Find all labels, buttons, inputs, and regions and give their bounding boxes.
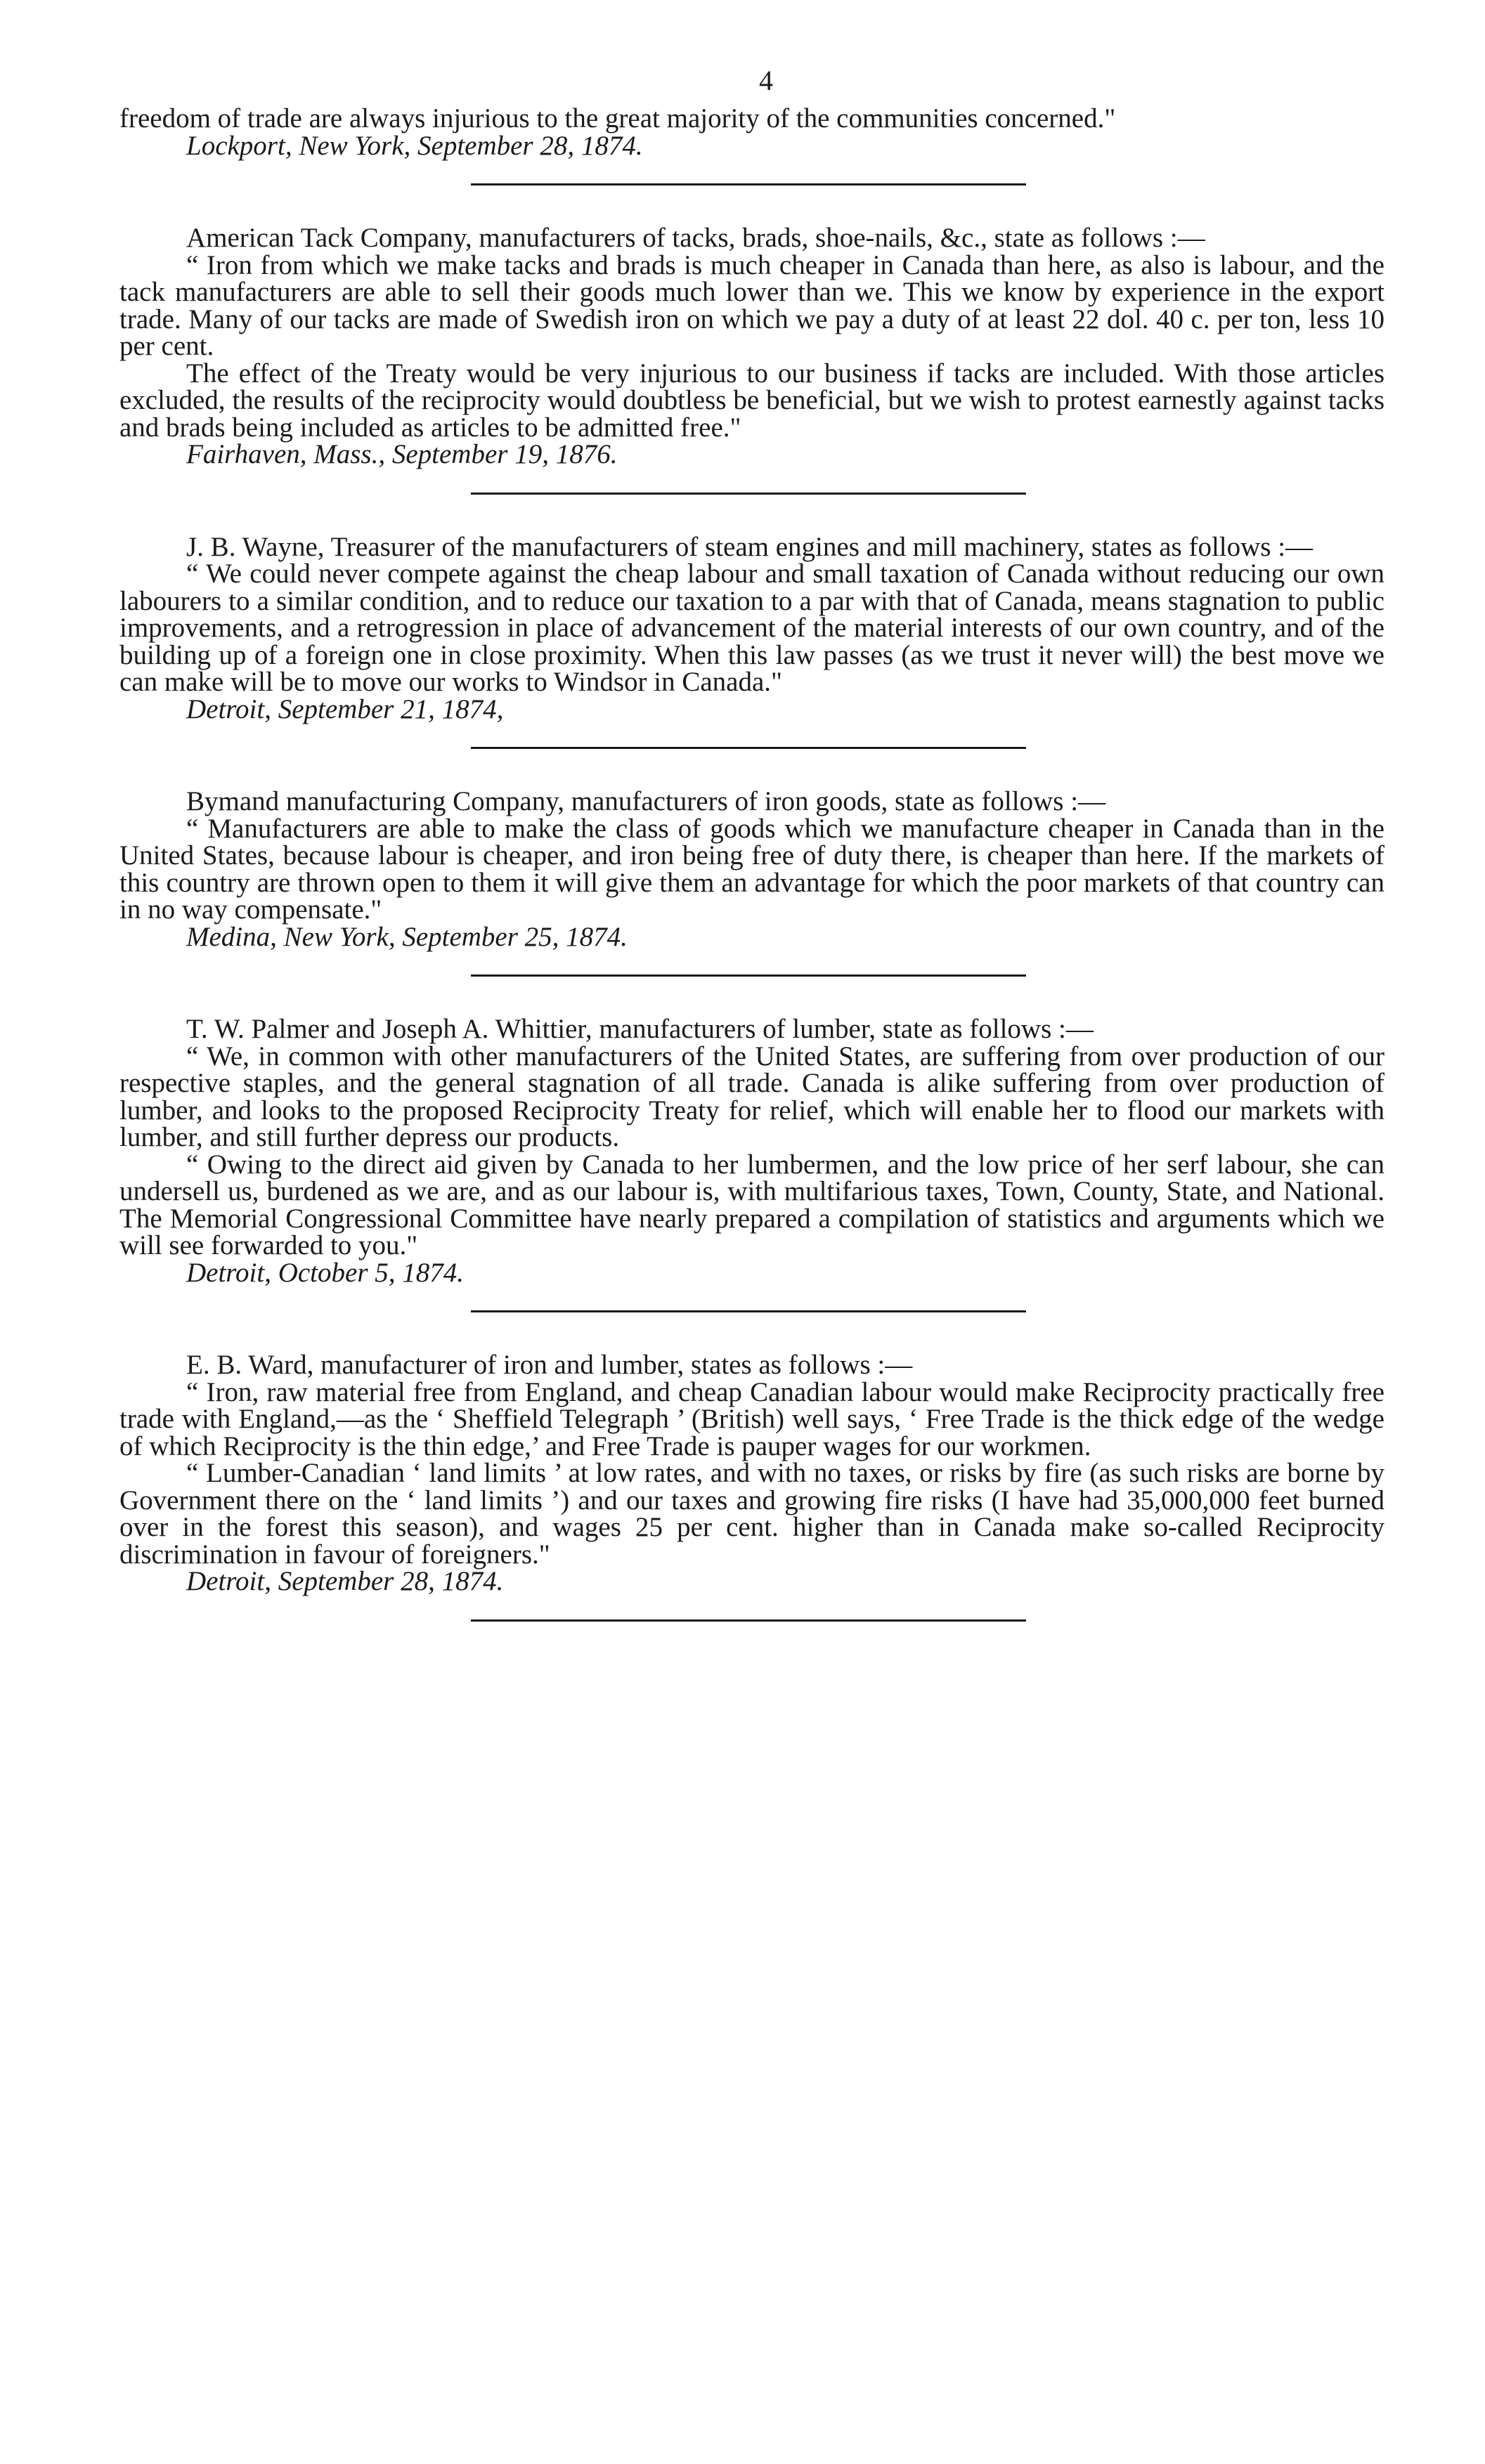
- section-paragraph: “ We, in common with other manufacturers of the United States, are suffering from over production of our respective staples, and the general stagnation of all trade. Canada is alike suffering from over production of lumber, and looks to the proposed Reciprocity Treaty for relief, which will enable her to flood our markets with lumber, and still further depress our products.: [119, 1041, 1385, 1152]
- section-paragraph: “ Owing to the direct aid given by Canada to her lumbermen, and the low price of her serf labour, she can undersell us, burdened as we are, and as our labour is, with multifarious taxes, Town, County, State, and National. The Memorial Congressional Committee have nearly prepared a compilation of statistics and arguments which we will see forwarded to you.": [119, 1149, 1385, 1260]
- section-divider: [471, 1310, 1026, 1312]
- section-signature: Detroit, September 21, 1874,: [186, 693, 504, 724]
- section-divider: [471, 1619, 1026, 1622]
- section-wayne: [119, 531, 1385, 724]
- section-palmer-whittier: [119, 1016, 1385, 1286]
- opening-section: [119, 105, 1385, 159]
- section-american-tack: [119, 225, 1385, 469]
- section-intro: American Tack Company, manufacturers of tacks, brads, shoe-nails, &c., state as follows :—: [186, 223, 1205, 253]
- section-paragraph: “ We could never compete against the cheap labour and small taxation of Canada without reducing our own labourers to a similar condition, and to reduce our taxation to a par with that of Canada, means stagnation to public improvements, and a retrogression in place of advancement of the material interests of our own country, and of the building up of a foreign one in close proximity. When this law passes (as we trust it never will) the best move we can make will be to move our works to Windsor in Canada.": [119, 559, 1385, 697]
- section-paragraph: “ Iron, raw material free from England, and cheap Canadian labour would make Reciprocity practically free trade with England,—as the ‘ Sheffield Telegraph ’ (British) well says, ‘ Free Trade is the thick edge of the wedge of which Reciprocity is the thin edge,’ and Free Trade is pauper wages for our workmen.: [119, 1376, 1385, 1461]
- section-signature: Detroit, September 28, 1874.: [186, 1566, 504, 1596]
- page-number: 4: [759, 65, 773, 96]
- section-divider: [471, 183, 1026, 185]
- section-signature: Medina, New York, September 25, 1874.: [186, 921, 628, 952]
- section-signature: Detroit, October 5, 1874.: [186, 1257, 465, 1288]
- section-paragraph: “ Manufacturers are able to make the class of goods which we manufacture cheaper in Canada than in the United States, because labour is cheaper, and iron being free of duty there, is cheaper than here. If the markets of this country are thrown open to them it will give them an advantage for which the poor markets of that country can in no way compensate.": [119, 813, 1385, 925]
- opening-signature: Lockport, New York, September 28, 1874.: [186, 130, 643, 161]
- section-divider: [471, 747, 1026, 749]
- section-paragraph: “ Lumber-Canadian ‘ land limits ’ at low rates, and with no taxes, or risks by fire (as such risks are borne by Government there on the ‘ land limits ’) and our taxes and growing fire risks (I have had 35,000,000 feet burned over in the forest this season), and wages 25 per cent. higher than in Canada make so-called Reciprocity discrimination in favour of foreigners.": [119, 1458, 1385, 1570]
- section-intro: J. B. Wayne, Treasurer of the manufacturers of steam engines and mill machinery, states as follows :—: [186, 531, 1314, 562]
- section-paragraph: The effect of the Treaty would be very injurious to our business if tacks are included. With those articles excluded, the results of the reciprocity would doubtless be beneficial, but we wish to protest earnestly against tacks and brads being included as articles to be admitted free.": [119, 358, 1385, 443]
- section-intro: E. B. Ward, manufacturer of iron and lumber, states as follows :—: [186, 1350, 913, 1380]
- section-divider: [471, 974, 1026, 977]
- opening-text: freedom of trade are always injurious to the great majority of the communities concerned.": [119, 103, 1116, 133]
- section-ward: [119, 1352, 1385, 1596]
- section-signature: Fairhaven, Mass., September 19, 1876.: [186, 439, 618, 469]
- section-paragraph: “ Iron from which we make tacks and brads is much cheaper in Canada than here, as also is labour, and the tack manufacturers are able to sell their goods much lower than we. This we know by experience in the export trade. Many of our tacks are made of Swedish iron on which we pay a duty of at least 22 dol. 40 c. per ton, less 10 per cent.: [119, 249, 1385, 361]
- section-bymand: [119, 788, 1385, 951]
- section-intro: T. W. Palmer and Joseph A. Whittier, manufacturers of lumber, state as follows :—: [186, 1014, 1094, 1044]
- section-divider: [471, 493, 1026, 495]
- document-page: [119, 67, 1385, 1622]
- section-intro: Bymand manufacturing Company, manufacturers of iron goods, state as follows :—: [186, 786, 1106, 816]
